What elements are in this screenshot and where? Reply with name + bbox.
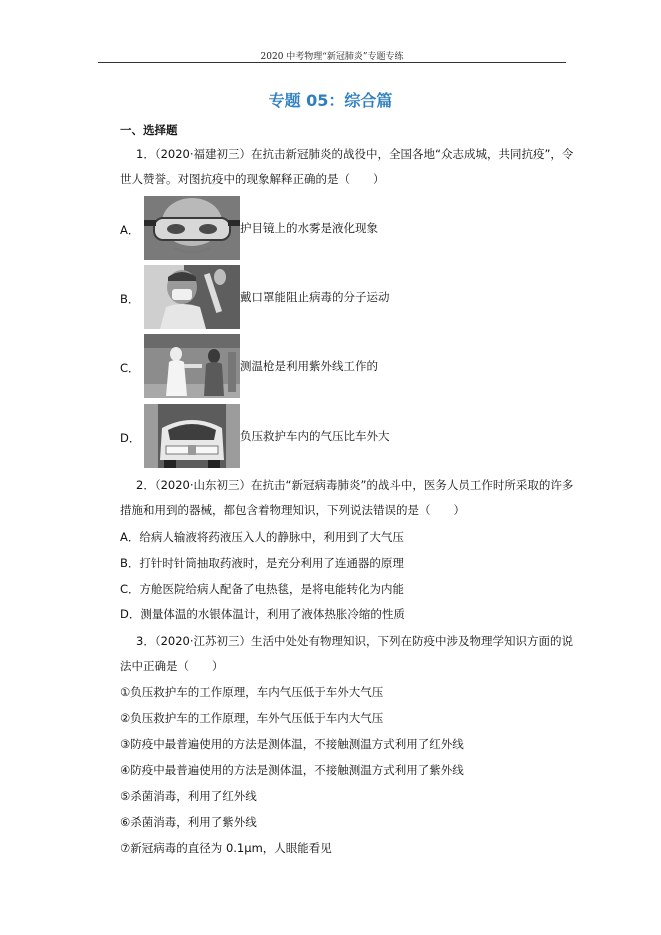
q1-option-b-letter: B．	[120, 292, 140, 306]
page-title: 专题 05：综合篇	[268, 91, 393, 110]
q1-option-d-letter: D．	[120, 431, 141, 445]
page-header: 2020 中考物理“新冠肺炎”专题专练	[260, 52, 404, 62]
q1-option-b-text: 戴口罩能阻止病毒的分子运动	[240, 290, 390, 304]
header-divider	[98, 62, 566, 63]
ambulance-photo	[144, 404, 240, 468]
q2-stem-line2: 措施和用到的器械，都包含着物理知识，下列说法错误的是（ ）	[120, 503, 465, 517]
q1-option-c-letter: C．	[120, 361, 140, 375]
q3-statement-2: ②负压救护车的工作原理，车外气压低于车内大气压	[120, 711, 384, 725]
thermometer-photo	[144, 334, 240, 398]
q3-statement-6: ⑥杀菌消毒，利用了紫外线	[120, 815, 257, 829]
q2-option-c: C．方舱医院给病人配备了电热毯，是将电能转化为内能	[120, 582, 405, 596]
mask-photo	[144, 265, 240, 329]
q3-statement-7: ⑦新冠病毒的直径为 0.1μm，人眼能看见	[120, 841, 332, 855]
q2-stem-line1: 2．（2020·山东初三）在抗击“新冠病毒肺炎”的战斗中，医务人员工作时所采取的许多	[136, 478, 574, 492]
q1-stem-line2: 世人赞誉。对图抗疫中的现象解释正确的是（ ）	[120, 172, 385, 186]
q1-option-a-text: 护目镜上的水雾是液化现象	[240, 221, 378, 235]
q3-statement-4: ④防疫中最普遍使用的方法是测体温，不接触测温方式利用了紫外线	[120, 763, 464, 777]
q1-option-c-text: 测温枪是利用紫外线工作的	[240, 359, 378, 373]
q3-statement-1: ①负压救护车的工作原理，车内气压低于车外大气压	[120, 685, 384, 699]
q1-stem-line1: 1．（2020·福建初三）在抗击新冠肺炎的战役中，全国各地“众志成城，共同抗疫”，令	[136, 147, 574, 161]
q2-option-b: B．打针时针筒抽取药液时，是充分利用了连通器的原理	[120, 556, 404, 570]
q3-stem-line2: 法中正确是（ ）	[120, 659, 224, 673]
q3-stem-line1: 3．（2020·江苏初三）生活中处处有物理知识，下列在防疫中涉及物理学知识方面的说	[136, 634, 573, 648]
q2-option-d: D．测量体温的水银体温计，利用了液体热胀冷缩的性质	[120, 607, 405, 621]
q1-option-a-letter: A．	[120, 223, 140, 237]
goggles-photo	[144, 196, 240, 260]
section-heading: 一、选择题	[120, 123, 178, 137]
q2-option-a: A．给病人输液将药液压入人的静脉中，利用到了大气压	[120, 530, 404, 544]
q3-statement-3: ③防疫中最普遍使用的方法是测体温，不接触测温方式利用了红外线	[120, 737, 464, 751]
q3-statement-5: ⑤杀菌消毒，利用了红外线	[120, 789, 257, 803]
q1-option-d-text: 负压救护车内的气压比车外大	[240, 429, 390, 443]
